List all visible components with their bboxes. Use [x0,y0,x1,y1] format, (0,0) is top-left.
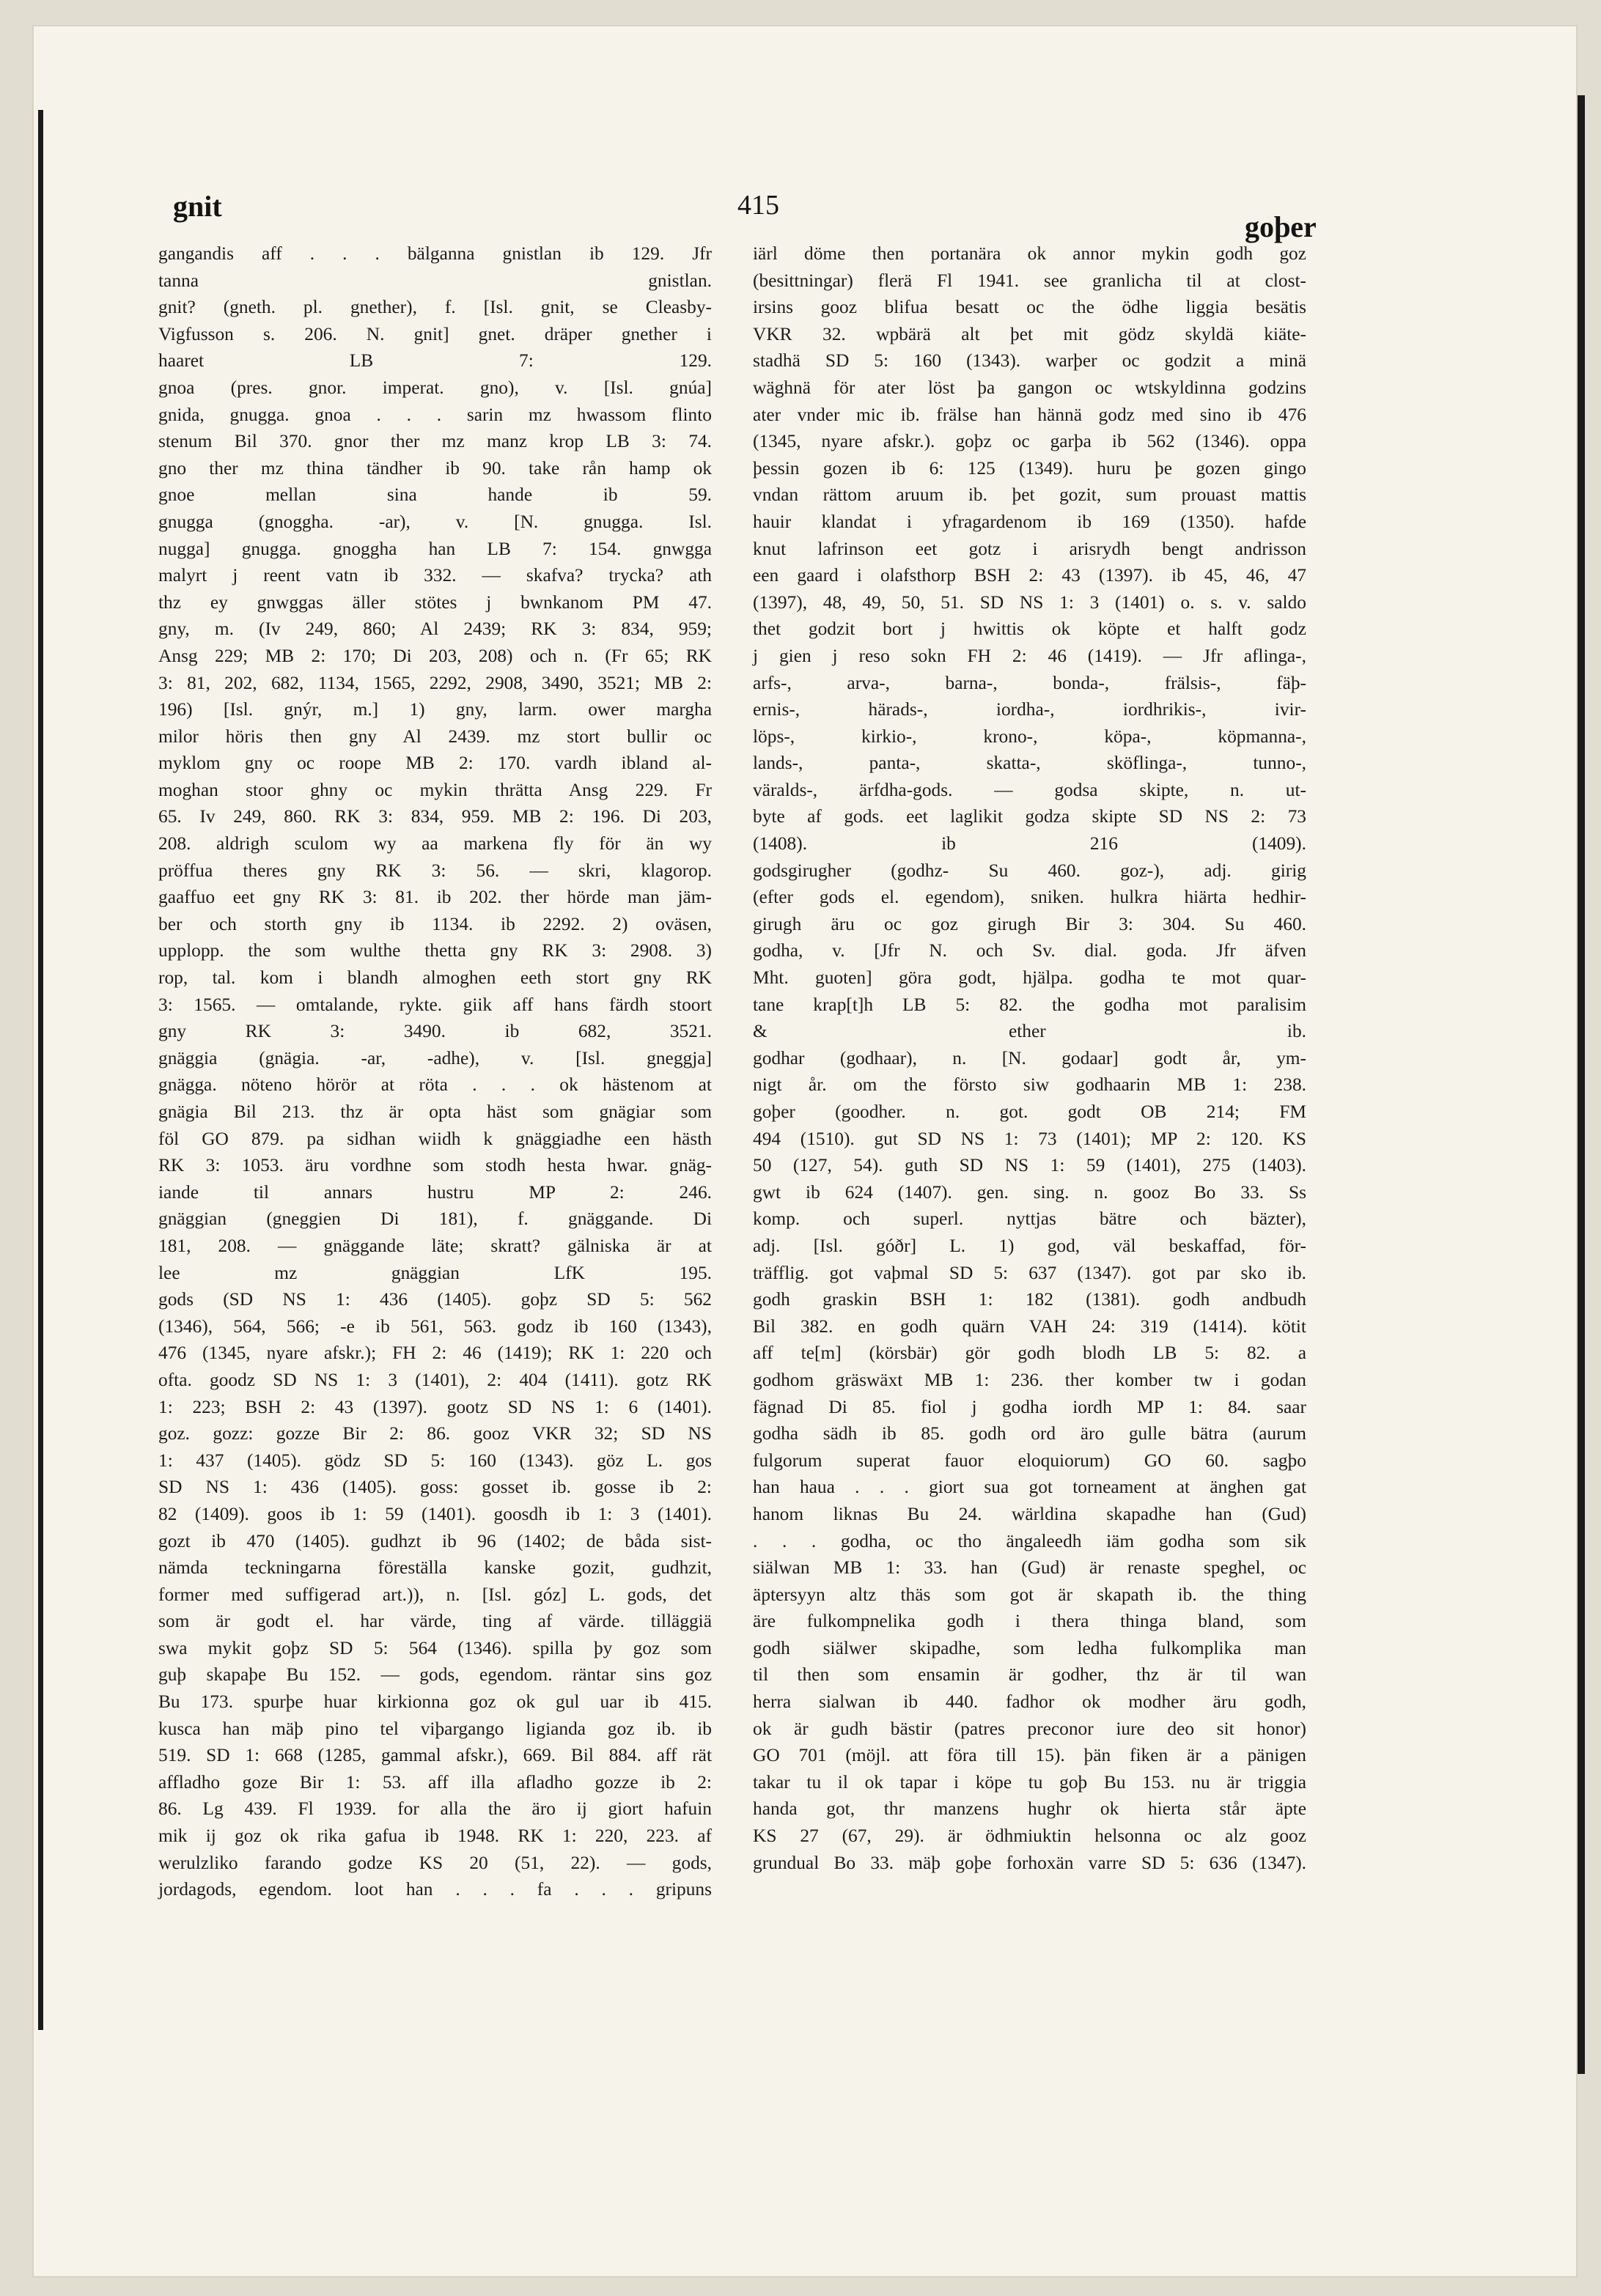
text-line: gny RK 3: 3490. ib 682, 3521. [158,1021,712,1042]
text-line: malyrt j reent vatn ib 332. — skafva? trycka? ath [158,565,712,586]
text-line: myklom gny oc roope MB 2: 170. vardh ibland al- [158,753,712,774]
text-line: former med suffigerad art.)), n. [Isl. góz] L. gods, det [158,1584,712,1605]
header-right-guide-word: goþer [1245,210,1317,243]
text-line: KS 27 (67, 29). är ödhmiuktin helsonna oc alz gooz [753,1826,1306,1847]
text-line: affladho goze Bir 1: 53. aff illa afladho gozze ib 2: [158,1771,712,1793]
text-line: (besittningar) flerä Fl 1941. see granlicha til at clost- [753,270,1306,291]
text-line: & ether ib. [753,1021,1306,1042]
text-line: väralds-, ärfdha-gods. — godsa skipte, n. ut- [753,779,1306,800]
text-line: 181, 208. — gnäggande läte; skratt? gälniska är at [158,1235,712,1256]
text-line: (1408). ib 216 (1409). [753,833,1306,854]
text-line: handa got, thr manzens hughr ok hierta står äpte [753,1798,1306,1820]
text-line: gwt ib 624 (1407). gen. sing. n. gooz Bo 33. Ss [753,1181,1306,1203]
text-line: äptersyyn altz thäs som got är skapath ib. the thing [753,1584,1306,1605]
text-line: godsgirugher (godhz- Su 460. goz-), adj. girig [753,860,1306,881]
text-line: träfflig. got vaþmal SD 5: 637 (1347). got par sko ib. [753,1262,1306,1283]
text-line: gnida, gnugga. gnoa . . . sarin mz hwassom flinto [158,404,712,425]
text-line: 1: 223; BSH 2: 43 (1397). gootz SD NS 1: 6 (1401). [158,1396,712,1417]
text-line: thz ey gnwggas äller stötes j bwnkanom PM 47. [158,591,712,613]
text-line: (1345, nyare afskr.). goþz oc garþa ib 562 (1346). oppa [753,431,1306,452]
text-line: aff te[m] (körsbär) gör godh blodh LB 5: 82. a [753,1343,1306,1364]
text-line: gno ther mz thina tändher ib 90. take rån hamp ok [158,457,712,479]
dictionary-column-right [753,240,1306,1876]
text-line: iande til annars hustru MP 2: 246. [158,1181,712,1203]
text-line: adj. [Isl. góðr] L. 1) god, väl beskaffad, för- [753,1235,1306,1256]
text-line: tane krap[t]h LB 5: 82. the godha mot paralisim [753,994,1306,1015]
text-line: 208. aldrigh sculom wy aa markena fly för än wy [158,833,712,854]
text-line: guþ skapaþe Bu 152. — gods, egendom. räntar sins goz [158,1664,712,1686]
text-line: 50 (127, 54). guth SD NS 1: 59 (1401), 275 (1403). [753,1155,1306,1176]
text-line: fulgorum superat fauor eloquiorum) GO 60. sagþo [753,1450,1306,1471]
text-line: som är godt el. har värde, ting af värde. tilläggiä [158,1611,712,1632]
text-line: haaret LB 7: 129. [158,350,712,372]
text-line: (efter gods el. egendom), sniken. hulkra hiärta hedhir- [753,887,1306,908]
text-line: gnägia Bil 213. thz är opta häst som gnägiar som [158,1101,712,1122]
text-line: een gaard i olafsthorp BSH 2: 43 (1397). ib 45, 46, 47 [753,565,1306,586]
text-line: ernis-, härads-, iordha-, iordhrikis-, ivir- [753,699,1306,720]
text-line: gangandis aff . . . bälganna gnistlan ib 129. Jfr [158,243,712,264]
text-line: 3: 1565. — omtalande, rykte. giik aff hans färdh stoort [158,994,712,1015]
text-line: 476 (1345, nyare afskr.); FH 2: 46 (1419); RK 1: 220 och [158,1343,712,1364]
text-line: irsins gooz blifua besatt oc the ödhe liggia besätis [753,297,1306,318]
text-line: Vigfusson s. 206. N. gnit] gnet. dräper gnether i [158,323,712,344]
text-line: gozt ib 470 (1405). gudhzt ib 96 (1402; de båda sist- [158,1530,712,1551]
text-line: milor höris then gny Al 2439. mz stort bullir oc [158,726,712,747]
text-line: stadhä SD 5: 160 (1343). warþer oc godzit a minä [753,350,1306,372]
text-line: gnäggian (gneggien Di 181), f. gnäggande. Di [158,1208,712,1230]
text-line: ber och storth gny ib 1134. ib 2292. 2) oväsen, [158,913,712,934]
text-line: hanom liknas Bu 24. wärldina skapadhe han (Gud) [753,1503,1306,1524]
text-line: . . . godha, oc tho ängaleedh iäm godha som sik [753,1530,1306,1551]
text-line: gnäggia (gnägia. -ar, -adhe), v. [Isl. gneggja] [158,1047,712,1068]
text-line: goz. gozz: gozze Bir 2: 86. gooz VKR 32; SD NS [158,1423,712,1444]
text-line: godh graskin BSH 1: 182 (1381). godh andbudh [753,1289,1306,1310]
text-line: Bu 173. spurþe huar kirkionna goz ok gul uar ib 415. [158,1691,712,1713]
dictionary-column-left [158,240,712,1903]
text-line: Ansg 229; MB 2: 170; Di 203, 208) och n. (Fr 65; RK [158,645,712,666]
text-line: thet godzit bort j hwittis ok köpte et halft godz [753,619,1306,640]
text-line: 1: 437 (1405). gödz SD 5: 160 (1343). göz L. gos [158,1450,712,1471]
text-line: gnoa (pres. gnor. imperat. gno), v. [Isl. gnúa] [158,377,712,398]
text-line: ater vnder mic ib. frälse han hännä godz med sino ib 476 [753,404,1306,425]
text-line: swa mykit goþz SD 5: 564 (1346). spilla þy goz som [158,1637,712,1658]
text-line: gnit? (gneth. pl. gnether), f. [Isl. gnit, se Cleasby- [158,297,712,318]
text-line: herra sialwan ib 440. fadhor ok modher äru godh, [753,1691,1306,1713]
text-line: RK 3: 1053. äru vordhne som stodh hesta hwar. gnäg- [158,1155,712,1176]
text-line: Bil 382. en godh quärn VAH 24: 319 (1414). kötit [753,1315,1306,1337]
text-line: 65. Iv 249, 860. RK 3: 834, 959. MB 2: 196. Di 203, [158,806,712,827]
text-line: komp. och superl. nyttjas bätre och bäzter), [753,1208,1306,1230]
text-line: grundual Bo 33. mäþ goþe forhoxän varre SD 5: 636 (1347). [753,1852,1306,1873]
text-line: iärl döme then portanära ok annor mykin godh goz [753,243,1306,264]
text-line: kusca han mäþ pino tel viþargango ligianda goz ib. ib [158,1718,712,1739]
text-line: byte af gods. eet laglikit godza skipte SD NS 2: 73 [753,806,1306,827]
text-line: ok är gudh bästir (patres preconor iure deo sit honor) [753,1718,1306,1739]
text-line: 196) [Isl. gnýr, m.] 1) gny, larm. ower margha [158,699,712,720]
text-line: tanna gnistlan. [158,270,712,291]
text-line: 519. SD 1: 668 (1285, gammal afskr.), 669. Bil 884. aff rät [158,1745,712,1766]
text-line: godha, v. [Jfr N. och Sv. dial. goda. Jfr äfven [753,940,1306,961]
text-line: knut lafrinson eet gotz i arisrydh bengt andrisson [753,538,1306,559]
text-line: siälwan MB 1: 33. han (Gud) är renaste speghel, oc [753,1557,1306,1579]
text-line: arfs-, arva-, barna-, bonda-, frälsis-, fäþ- [753,672,1306,693]
text-line: hauir klandat i yfragardenom ib 169 (1350). hafde [753,511,1306,532]
text-line: han haua . . . giort sua got torneament at änghen gat [753,1477,1306,1498]
text-line: þessin gozen ib 6: 125 (1349). huru þe gozen gingo [753,457,1306,479]
text-line: godh siälwer skipadhe, som ledha fulkomplika man [753,1637,1306,1658]
text-line: gny, m. (Iv 249, 860; Al 2439; RK 3: 834, 959; [158,619,712,640]
page-edge-shadow-right [1578,95,1585,2074]
text-line: jordagods, egendom. loot han . . . fa . . . gripuns [158,1879,712,1900]
text-line: föl GO 879. pa sidhan wiidh k gnäggiadhe een hästh [158,1128,712,1149]
text-line: moghan stoor ghny oc mykin thrätta Ansg 229. Fr [158,779,712,800]
text-line: nugga] gnugga. gnoggha han LB 7: 154. gnwgga [158,538,712,559]
text-line: GO 701 (möjl. att föra till 15). þän fiken är a pänigen [753,1745,1306,1766]
text-line: goþer (goodher. n. got. godt OB 214; FM [753,1101,1306,1122]
text-line: ofta. goodz SD NS 1: 3 (1401), 2: 404 (1411). gotz RK [158,1369,712,1390]
text-line: 82 (1409). goos ib 1: 59 (1401). goosdh ib 1: 3 (1401). [158,1503,712,1524]
text-line: rop, tal. kom i blandh almoghen eeth stort gny RK [158,967,712,989]
text-line: fägnad Di 85. fiol j godha iordh MP 1: 84. saar [753,1396,1306,1417]
text-line: äre fulkompnelika godh i thera thinga bland, som [753,1611,1306,1632]
text-line: werulzliko farando godze KS 20 (51, 22). — gods, [158,1852,712,1873]
text-line: gnoe mellan sina hande ib 59. [158,484,712,506]
page-edge-shadow-left [38,110,43,2030]
text-line: j gien j reso sokn FH 2: 46 (1419). — Jfr aflinga-, [753,645,1306,666]
text-line: godhar (godhaar), n. [N. godaar] godt år, ym- [753,1047,1306,1068]
text-line: takar tu il ok tapar i köpe tu goþ Bu 153. nu är triggia [753,1771,1306,1793]
text-line: löps-, kirkio-, krono-, köpa-, köpmanna-, [753,726,1306,747]
text-line: (1346), 564, 566; -e ib 561, 563. godz ib 160 (1343), [158,1315,712,1337]
text-line: 86. Lg 439. Fl 1939. for alla the äro ij giort hafuin [158,1798,712,1820]
text-line: vndan rättom aruum ib. þet gozit, sum prouast mattis [753,484,1306,506]
text-line: mik ij goz ok rika gafua ib 1948. RK 1: 220, 223. af [158,1826,712,1847]
page-number: 415 [737,190,779,221]
text-line: nämda teckningarna föreställa kanske gozit, gudhzit, [158,1557,712,1579]
text-line: VKR 32. wpbärä alt þet mit gödz skyldä kiäte- [753,323,1306,344]
text-line: pröffua theres gny RK 3: 56. — skri, klagorop. [158,860,712,881]
text-line: godha sädh ib 85. godh ord äro gulle bätra (aurum [753,1423,1306,1444]
text-line: til then som ensamin är godher, thz är til wan [753,1664,1306,1686]
text-line: lands-, panta-, skatta-, sköflinga-, tunno-, [753,753,1306,774]
text-line: lee mz gnäggian LfK 195. [158,1262,712,1283]
text-line: upplopp. the som wulthe thetta gny RK 3: 2908. 3) [158,940,712,961]
text-line: gaaffuo eet gny RK 3: 81. ib 202. ther hörde man jäm- [158,887,712,908]
header-left-guide-word: gnit [173,190,222,223]
text-line: girugh äru oc goz girugh Bir 3: 304. Su 460. [753,913,1306,934]
text-line: SD NS 1: 436 (1405). goss: gosset ib. gosse ib 2: [158,1477,712,1498]
text-line: 3: 81, 202, 682, 1134, 1565, 2292, 2908, 3490, 3521; MB 2: [158,672,712,693]
text-line: 494 (1510). gut SD NS 1: 73 (1401); MP 2: 120. KS [753,1128,1306,1149]
text-line: gods (SD NS 1: 436 (1405). goþz SD 5: 562 [158,1289,712,1310]
text-line: wäghnä för ater löst þa gangon oc wtskyldinna godzins [753,377,1306,398]
text-line: gnugga (gnoggha. -ar), v. [N. gnugga. Isl. [158,511,712,532]
text-line: Mht. guoten] göra godt, hjälpa. godha te mot quar- [753,967,1306,989]
text-line: stenum Bil 370. gnor ther mz manz krop LB 3: 74. [158,431,712,452]
text-line: gnägga. nöteno hörör at röta . . . ok hästenom at [158,1074,712,1096]
text-line: nigt år. om the försto siw godhaarin MB 1: 238. [753,1074,1306,1096]
text-line: godhom gräswäxt MB 1: 236. ther komber tw i godan [753,1369,1306,1390]
text-line: (1397), 48, 49, 50, 51. SD NS 1: 3 (1401) o. s. v. saldo [753,591,1306,613]
